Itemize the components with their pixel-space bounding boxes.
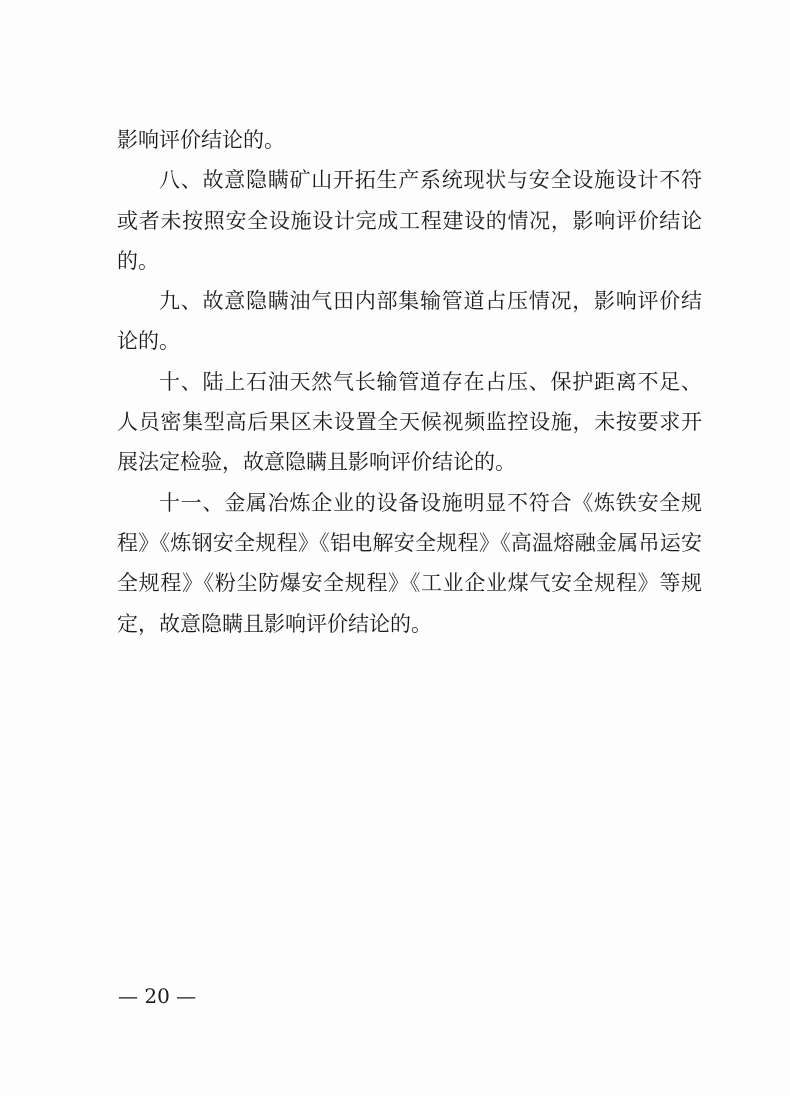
paragraph-item-9: 九、故意隐瞒油气田内部集输管道占压情况，影响评价结论的。 <box>117 289 702 354</box>
paragraph-item-8: 八、故意隐瞒矿山开拓生产系统现状与安全设施设计不符或者未按照安全设施设计完成工程建设的情况，影响评价结论的。 <box>117 168 702 273</box>
document-body <box>117 120 702 644</box>
paragraph-item-11: 十一、金属冶炼企业的设备设施明显不符合《炼铁安全规程》《炼钢安全规程》《铝电解安全规程》《高温熔融金属吊运安全规程》《粉尘防爆安全规程》《工业企业煤气安全规程》等规定，故意隐瞒且影响评价结论的。 <box>117 490 702 636</box>
paragraph-item-10: 十、陆上石油天然气长输管道存在占压、保护距离不足、人员密集型高后果区未设置全天候视频监控设施，未按要求开展法定检验，故意隐瞒且影响评价结论的。 <box>117 369 702 475</box>
paragraph-continuation: 影响评价结论的。 <box>117 128 285 152</box>
page-number: — 20 — <box>118 984 197 1008</box>
